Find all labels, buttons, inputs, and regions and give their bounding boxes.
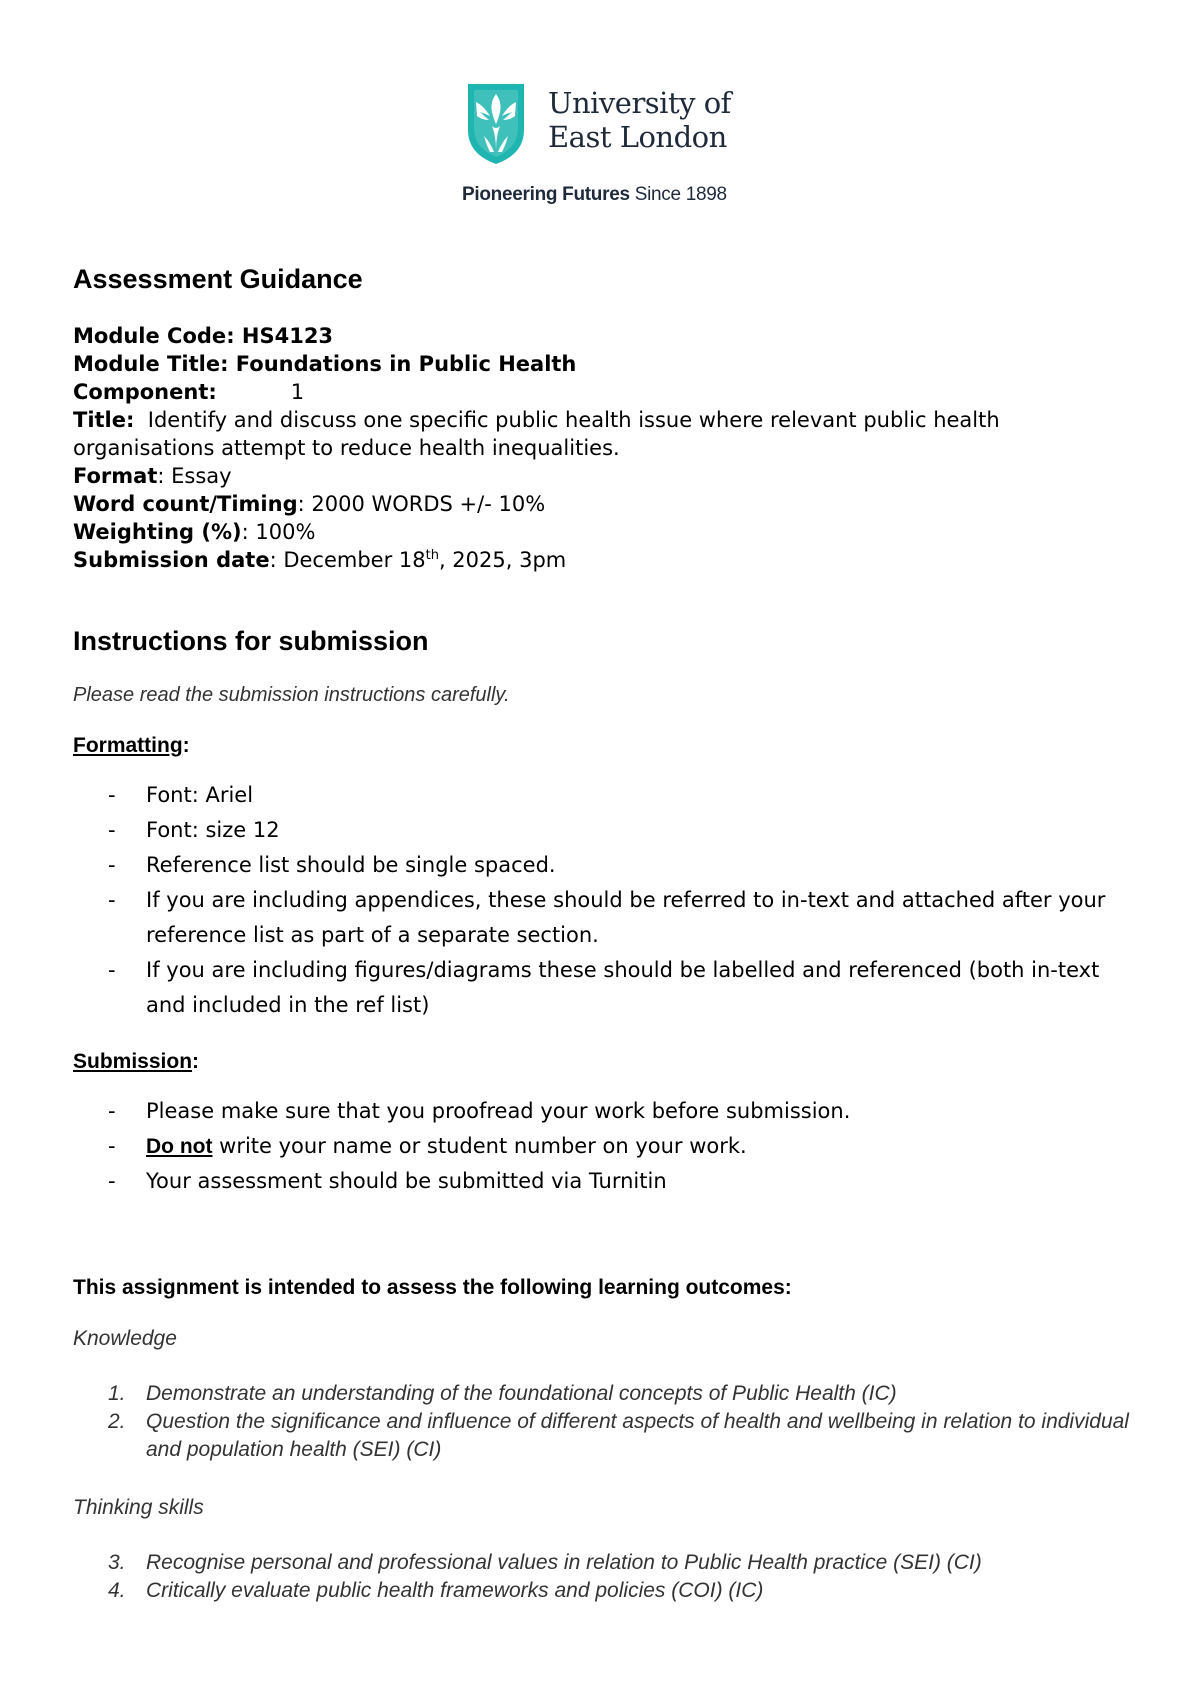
module-code-row xyxy=(73,322,1133,350)
tagline-strong: Pioneering Futures xyxy=(462,184,630,205)
weighting-row xyxy=(73,518,1133,546)
word-count-row xyxy=(73,490,1133,518)
list-item-text: Demonstrate an understanding of the foundational concepts of Public Health (IC) xyxy=(146,1382,897,1405)
list-item xyxy=(108,1577,1148,1605)
format-row xyxy=(73,462,1133,490)
thinking-skills-list xyxy=(108,1549,1148,1605)
component-row xyxy=(73,378,1133,406)
list-item-text: Font: size 12 xyxy=(146,818,280,842)
outcomes-heading: This assignment is intended to assess the following learning outcomes: xyxy=(73,1276,792,1299)
list-item: - Your assessment should be submitted via Turnitin xyxy=(108,1169,667,1193)
list-item-text: Your assessment should be submitted via Turnitin xyxy=(146,1169,667,1193)
module-code-value: : HS4123 xyxy=(226,324,334,348)
list-item-text: If you are including appendices, these should be referred to in-text and attached after your reference list as part of a separate section. xyxy=(146,888,1106,947)
list-item: - Font: Ariel xyxy=(108,783,254,807)
module-title-value: : Foundations in Public Health xyxy=(220,352,577,376)
instructions-heading: Instructions for submission xyxy=(73,626,429,656)
list-item: - Font: size 12 xyxy=(108,818,280,842)
list-item-text: If you are including figures/diagrams these should be labelled and referenced (both in-text and included in the ref list) xyxy=(146,958,1100,1017)
list-item-text: Reference list should be single spaced. xyxy=(146,853,556,877)
submission-date-value-end: , 2025, 3pm xyxy=(438,548,567,572)
module-title-row xyxy=(73,350,1133,378)
list-item-text: write your name or student number on your work. xyxy=(212,1134,747,1158)
submission-date-suffix: th xyxy=(425,548,439,563)
format-label: Format xyxy=(73,464,158,488)
instructions-note: Please read the submission instructions carefully. xyxy=(73,684,510,706)
list-item: - If you are including figures/diagrams these should be labelled and referenced (both in-text and included in the ref list) xyxy=(108,958,1100,1017)
list-item xyxy=(108,1549,1148,1577)
university-name xyxy=(548,86,731,154)
tagline-rest: Since 1898 xyxy=(629,184,727,205)
list-item xyxy=(108,1380,1148,1408)
list-item: - Reference list should be single spaced. xyxy=(108,853,556,877)
list-item-number: 1. xyxy=(108,1382,126,1405)
module-code-label: Module Code xyxy=(73,324,227,348)
list-item-number: 2. xyxy=(108,1410,126,1433)
formatting-list xyxy=(108,778,1128,1023)
list-item-text: Font: Ariel xyxy=(146,783,254,807)
university-name-line1: University of xyxy=(548,86,731,120)
formatting-title-text: Formatting xyxy=(73,734,183,757)
list-item-text: Recognise personal and professional values in relation to Public Health practice (SEI) (CI) xyxy=(146,1551,982,1574)
title-row xyxy=(73,406,1133,462)
university-tagline xyxy=(462,184,727,206)
list-item-number: 4. xyxy=(108,1579,126,1602)
word-count-value: : 2000 WORDS +/- 10% xyxy=(297,492,546,516)
format-value: : Essay xyxy=(157,464,232,488)
university-name-line2: East London xyxy=(548,120,727,154)
word-count-label: Word count/Timing xyxy=(73,492,298,516)
component-label: Component: xyxy=(73,380,217,404)
weighting-label: Weighting (%) xyxy=(73,520,242,544)
list-item-text: Critically evaluate public health frameworks and policies (COI) (IC) xyxy=(146,1579,764,1602)
component-value: 1 xyxy=(290,380,305,404)
module-title-label: Module Title xyxy=(73,352,221,376)
list-item-text: Please make sure that you proofread your work before submission. xyxy=(146,1099,851,1123)
submission-date-label: Submission date xyxy=(73,548,270,572)
submission-date-value: : December 18 xyxy=(269,548,426,572)
knowledge-label: Knowledge xyxy=(73,1327,177,1350)
university-logo xyxy=(462,80,762,210)
list-item-text: Question the significance and influence of different aspects of health and wellbeing in relation to individual and population health (SEI) (CI) xyxy=(146,1410,1129,1461)
list-item: - Do not write your name or student number on your work. xyxy=(108,1134,747,1158)
submission-title: Submission: xyxy=(73,1050,200,1073)
assessment-meta xyxy=(73,322,1133,574)
title-label: Title: xyxy=(73,408,135,432)
list-item xyxy=(108,1408,1148,1464)
page-title: Assessment Guidance xyxy=(73,264,363,294)
list-item-number: 3. xyxy=(108,1551,126,1574)
weighting-value: : 100% xyxy=(241,520,316,544)
formatting-title: Formatting: xyxy=(73,734,190,757)
submission-date-row xyxy=(73,546,1133,574)
list-item: - Please make sure that you proofread your work before submission. xyxy=(108,1099,851,1123)
knowledge-list xyxy=(108,1380,1148,1464)
phoenix-crest-icon xyxy=(462,80,530,166)
submission-title-text: Submission xyxy=(73,1050,193,1073)
do-not-emphasis: Do not xyxy=(146,1135,213,1158)
thinking-skills-label: Thinking skills xyxy=(73,1496,204,1519)
list-item: - If you are including appendices, these should be referred to in-text and attached after your reference list as part of a separate section. xyxy=(108,888,1106,947)
title-value: Identify and discuss one specific public health issue where relevant public health organisations attempt to reduce health inequalities. xyxy=(73,408,1007,460)
submission-list xyxy=(108,1094,1128,1199)
